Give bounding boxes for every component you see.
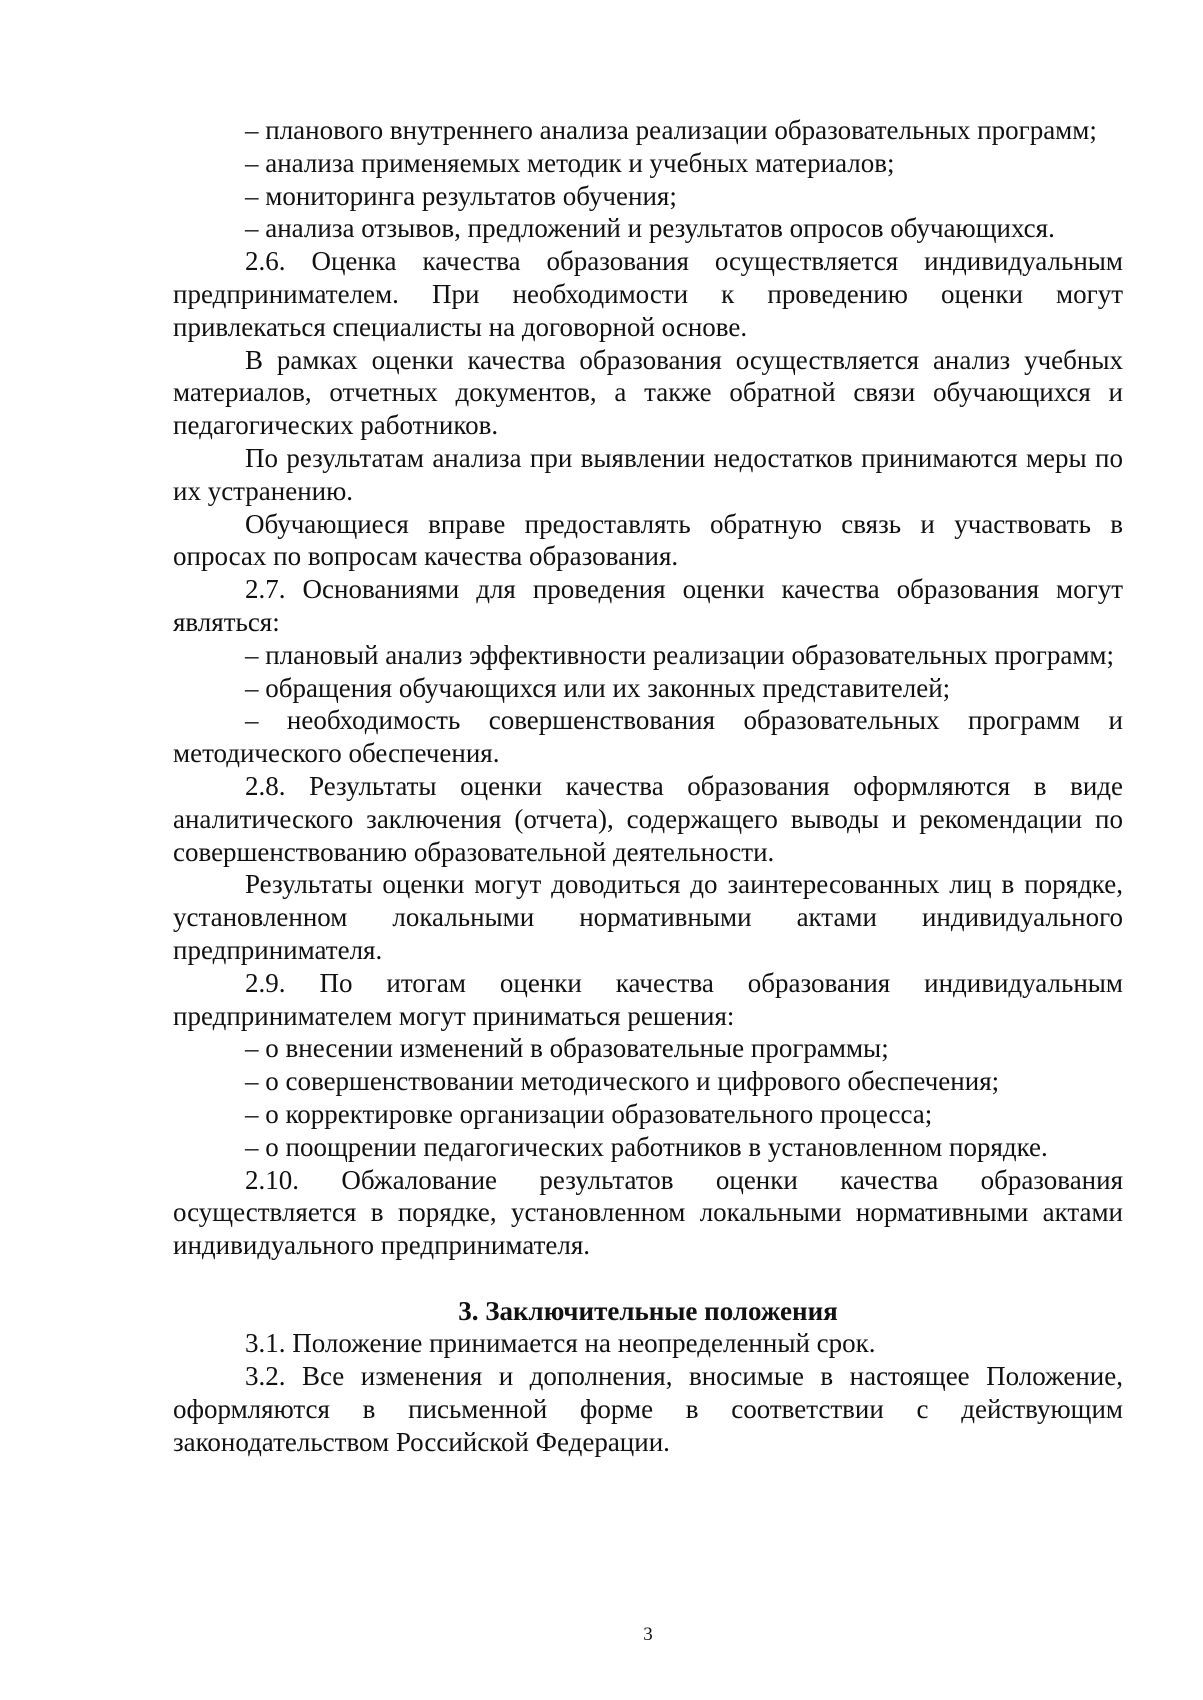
document-body [173, 114, 1123, 1459]
list-item-appeals: – обращения обучающихся или их законных представителей; [245, 672, 951, 703]
paragraph-deficiency-measures: По результатам анализа при выявлении недостатков принимаются меры по их устранению. [173, 442, 1123, 506]
paragraph-results-communication: Результаты оценки могут доводиться до заинтересованных лиц в порядке, установленном локальными нормативными актами индивидуального предпринимателя. [173, 869, 1123, 965]
paragraph-3-1: 3.1. Положение принимается на неопределенный срок. [245, 1328, 876, 1359]
list-item-methods-analysis: – анализа применяемых методик и учебных материалов; [245, 147, 895, 178]
list-item-staff-reward: – о поощрении педагогических работников в установленном порядке. [245, 1131, 1048, 1162]
paragraph-3-2: 3.2. Все изменения и дополнения, вносимые в настоящее Положение, оформляются в письменной форме в соответствии с действующим законодательством Российской Федерации. [173, 1361, 1123, 1457]
section-heading-final-provisions: 3. Заключительные положения [458, 1295, 838, 1326]
paragraph-2-9: 2.9. По итогам оценки качества образования индивидуальным предпринимателем могут приниматься решения: [173, 967, 1123, 1031]
list-item-planned-analysis: – планового внутреннего анализа реализации образовательных программ; [245, 115, 1097, 145]
paragraph-2-7: 2.7. Основаниями для проведения оценки качества образования могут являться: [173, 574, 1123, 637]
list-item-support-improvement: – о совершенствовании методического и цифрового обеспечения; [245, 1066, 1000, 1097]
list-item-program-changes: – о внесении изменений в образовательные программы; [245, 1033, 889, 1064]
list-item-monitoring: – мониторинга результатов обучения; [245, 180, 677, 211]
document-page [173, 0, 1123, 1700]
paragraph-2-10: 2.10. Обжалование результатов оценки качества образования осуществляется в порядке, установленном локальными нормативными актами индивидуального предпринимателя. [173, 1164, 1123, 1261]
list-item-feedback-analysis: – анализа отзывов, предложений и результатов опросов обучающихся. [245, 213, 1055, 244]
paragraph-2-6: 2.6. Оценка качества образования осуществляется индивидуальным предпринимателем. При необходимости к проведению оценки могут привлекаться специалисты на договорной основе. [173, 246, 1123, 342]
page-number: 3 [643, 1624, 653, 1645]
paragraph-student-feedback: Обучающиеся вправе предоставлять обратную связь и участвовать в опросах по вопросам качества образования. [173, 508, 1123, 572]
list-item-improvement-need: – необходимость совершенствования образовательных программ и методического обеспечения. [173, 705, 1123, 769]
paragraph-assessment-scope: В рамках оценки качества образования осуществляется анализ учебных материалов, отчетных документов, а также обратной связи обучающихся и педагогических работников. [173, 344, 1123, 441]
list-item-process-correction: – о корректировке организации образовательного процесса; [245, 1098, 933, 1129]
paragraph-2-8: 2.8. Результаты оценки качества образования оформляются в виде аналитического заключения (отчета), содержащего выводы и рекомендации по совершенствованию образовательной деятельности. [173, 770, 1123, 867]
list-item-efficiency-analysis: – плановый анализ эффективности реализации образовательных программ; [245, 639, 1114, 670]
